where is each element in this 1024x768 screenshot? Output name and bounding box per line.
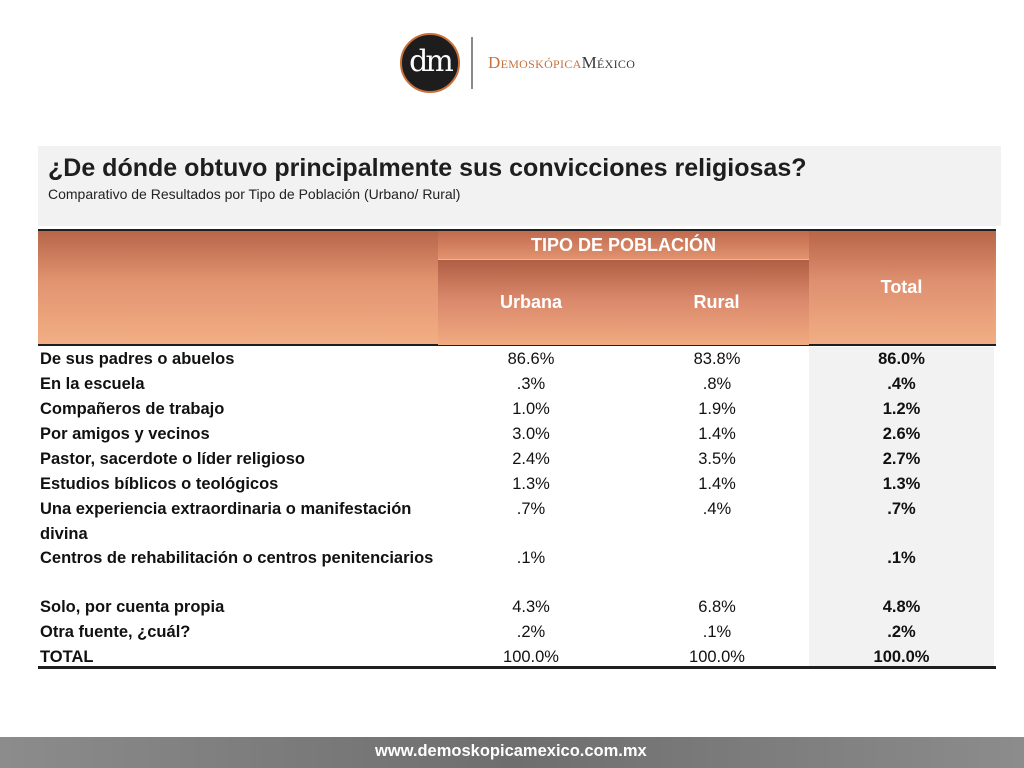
header-total: Total	[809, 231, 994, 344]
cell-total: 100.0%	[873, 648, 930, 666]
cell-total: 2.7%	[882, 450, 921, 468]
row-label: Compañeros de trabajo	[40, 400, 225, 418]
cell-total: 86.0%	[878, 350, 925, 368]
logo-monogram-text: dm	[409, 44, 451, 79]
cell-rural: 3.5%	[698, 450, 736, 468]
cell-total: .4%	[887, 375, 916, 393]
cell-urbana: .3%	[516, 375, 546, 393]
title-panel	[38, 146, 1001, 226]
cell-urbana: 2.4%	[512, 450, 550, 468]
row-label: TOTAL	[40, 648, 94, 666]
row-label: Pastor, sacerdote o líder religioso	[40, 450, 306, 468]
cell-total: 1.3%	[882, 475, 921, 493]
row-label: Solo, por cuenta propia	[40, 598, 225, 616]
header-tipo-poblacion: TIPO DE POBLACIÓN	[438, 231, 809, 259]
cell-urbana: .2%	[516, 623, 546, 641]
header-rural: Rural	[624, 259, 809, 345]
cell-rural: 6.8%	[698, 598, 736, 616]
row-label: Centros de rehabilitación o centros penitenciarios	[40, 549, 434, 567]
cell-rural: .4%	[702, 500, 732, 518]
footer-url: www.demoskopicamexico.com.mx	[375, 742, 647, 760]
table-header	[38, 229, 996, 346]
cell-total: .1%	[887, 549, 916, 567]
logo	[400, 33, 670, 95]
cell-total: .7%	[887, 500, 916, 518]
logo-wordmark	[488, 53, 635, 73]
cell-rural: .1%	[702, 623, 732, 641]
footer-bar	[0, 737, 1024, 768]
row-label: Otra fuente, ¿cuál?	[40, 623, 191, 641]
cell-total: 1.2%	[882, 400, 921, 418]
cell-urbana: 3.0%	[512, 425, 550, 443]
cell-urbana: 1.0%	[512, 400, 550, 418]
cell-urbana: .7%	[516, 500, 546, 518]
table-body	[38, 347, 996, 669]
cell-rural: 1.4%	[698, 425, 736, 443]
row-label: De sus padres o abuelos	[40, 350, 235, 368]
cell-total: 2.6%	[882, 425, 921, 443]
row-label: Una experiencia extraordinaria o manifestación divina	[40, 500, 412, 543]
cell-rural: 1.4%	[698, 475, 736, 493]
row-label: Por amigos y vecinos	[40, 425, 210, 443]
logo-wordmark-part2: México	[581, 53, 636, 72]
cell-urbana: .1%	[516, 549, 546, 567]
logo-wordmark-part1: Demoskópica	[488, 53, 582, 72]
cell-rural: 83.8%	[693, 350, 741, 368]
cell-rural: 100.0%	[689, 648, 745, 666]
cell-rural: 1.9%	[698, 400, 736, 418]
row-label: Estudios bíblicos o teológicos	[40, 475, 279, 493]
logo-monogram	[400, 33, 460, 93]
page-subtitle: Comparativo de Resultados por Tipo de Población (Urbano/ Rural)	[48, 186, 461, 202]
cell-rural: .8%	[702, 375, 732, 393]
cell-urbana: 4.3%	[512, 598, 550, 616]
cell-urbana: 100.0%	[503, 648, 559, 666]
cell-urbana: 86.6%	[507, 350, 555, 368]
row-label: En la escuela	[40, 375, 145, 393]
logo-divider	[471, 37, 473, 89]
page-title: ¿De dónde obtuvo principalmente sus convicciones religiosas?	[48, 154, 807, 182]
cell-urbana: 1.3%	[512, 475, 550, 493]
header-urbana: Urbana	[438, 259, 624, 345]
cell-total: 4.8%	[882, 598, 921, 616]
cell-total: .2%	[887, 623, 916, 641]
